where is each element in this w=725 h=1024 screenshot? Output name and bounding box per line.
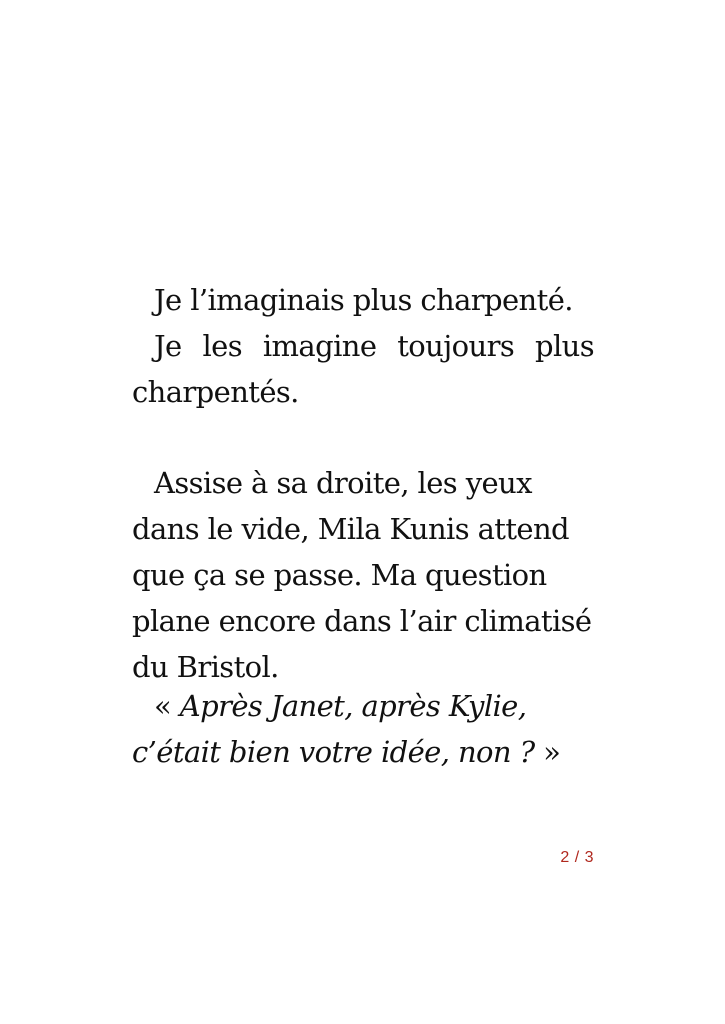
text-block-1 <box>132 277 594 415</box>
paragraph-quote <box>132 683 594 775</box>
quote-text: Après Janet, après Kylie, c’était bien votre idée, non ? <box>132 689 535 769</box>
text-block-2 <box>132 460 594 690</box>
paragraph-imaginais: Je l’imaginais plus charpenté. <box>154 283 573 317</box>
page-number: 2 / 3 <box>560 849 594 866</box>
paragraph-assise: Assise à sa droite, les yeux dans le vide, Mila Kunis attend que ça se passe. Ma question plane encore dans l’air climatisé du Bristol. <box>132 466 592 684</box>
text-block-3 <box>132 683 594 775</box>
quote-close-mark: » <box>534 735 561 769</box>
paragraph-imagine-toujours: Je les imagine toujours plus charpentés. <box>132 329 594 409</box>
quote-open-mark: « <box>154 689 180 723</box>
